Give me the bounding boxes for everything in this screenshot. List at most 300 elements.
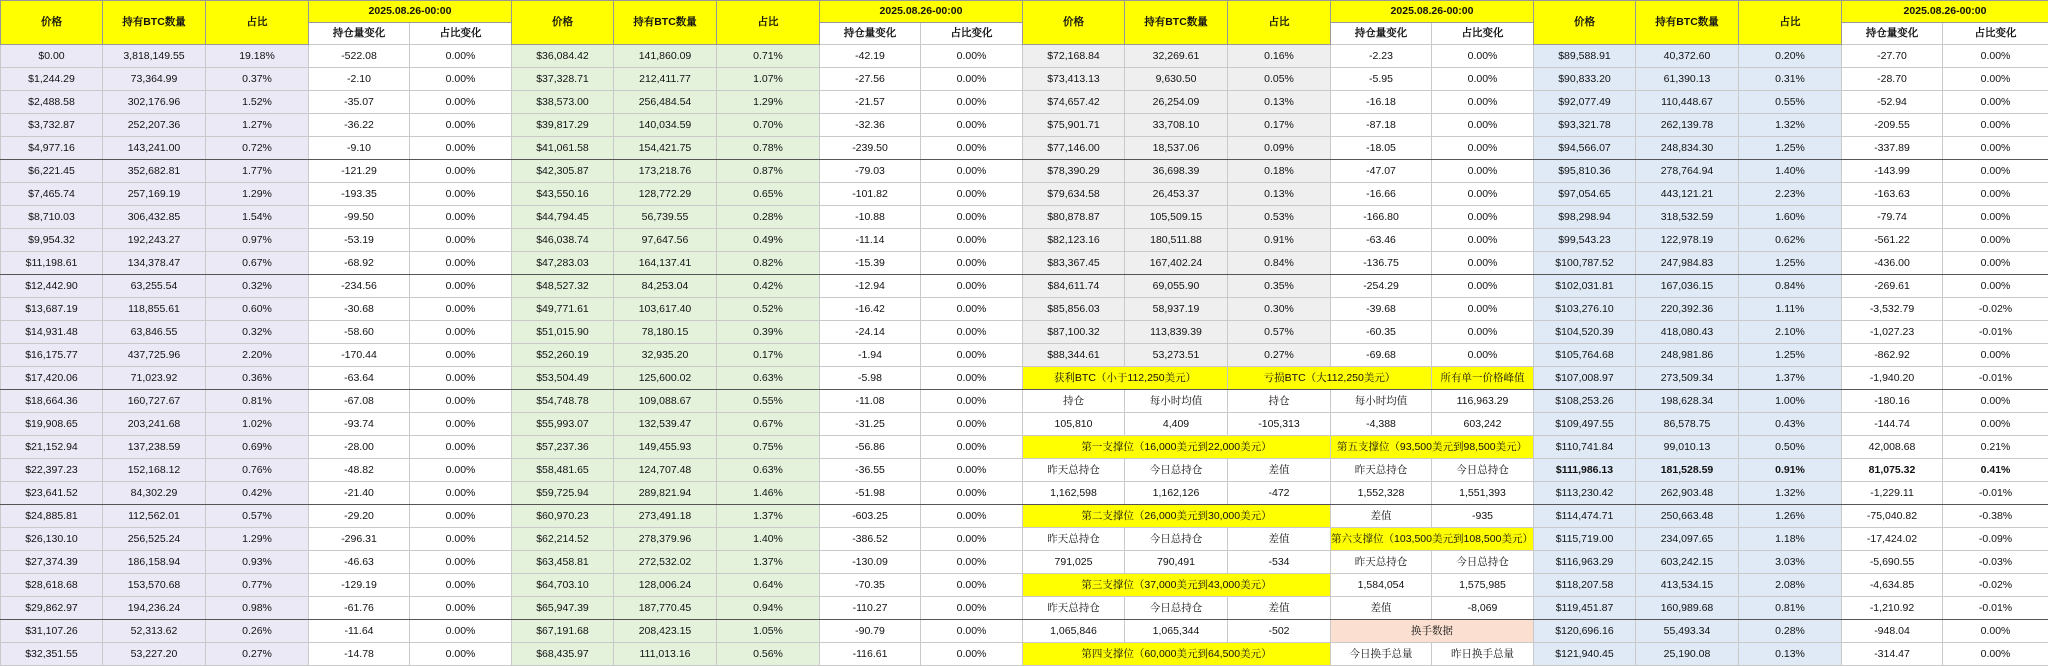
sub-header: 占比变化 [1943, 23, 2048, 45]
summary-cell: 每小时均值 [1125, 390, 1228, 413]
holding-cell: 18,537.06 [1125, 137, 1228, 160]
ratio-cell: 1.02% [206, 413, 309, 436]
ratio-change-cell: 0.00% [1943, 137, 2048, 160]
ratio-change-cell: 0.00% [410, 413, 512, 436]
table-row [1, 160, 2048, 183]
ratio-change-cell: -0.02% [1943, 574, 2048, 597]
price-cell: $9,954.32 [1, 229, 103, 252]
column-header: 持有BTC数量 [1125, 1, 1228, 45]
ratio-cell: 19.18% [206, 45, 309, 68]
summary-cell: -534 [1228, 551, 1331, 574]
summary-cell: -472 [1228, 482, 1331, 505]
holding-cell: 278,379.96 [614, 528, 717, 551]
summary-cell: 今日总持仓 [1125, 459, 1228, 482]
table-row [1, 298, 2048, 321]
holding-cell: 124,707.48 [614, 459, 717, 482]
holding-cell: 137,238.59 [103, 436, 206, 459]
column-header: 价格 [1, 1, 103, 45]
price-cell: $73,413.13 [1023, 68, 1125, 91]
ratio-cell: 1.37% [717, 551, 820, 574]
holding-cell: 141,860.09 [614, 45, 717, 68]
ratio-change-cell: 0.00% [410, 390, 512, 413]
ratio-cell: 0.84% [1228, 252, 1331, 275]
change-cell: -63.46 [1331, 229, 1432, 252]
ratio-cell: 0.78% [717, 137, 820, 160]
change-cell: -16.42 [820, 298, 921, 321]
ratio-cell: 1.29% [206, 183, 309, 206]
ratio-change-cell: -0.01% [1943, 321, 2048, 344]
price-cell: $3,732.87 [1, 114, 103, 137]
ratio-change-cell: -0.09% [1943, 528, 2048, 551]
ratio-cell: 0.26% [206, 620, 309, 643]
ratio-cell: 0.36% [206, 367, 309, 390]
change-cell: -129.19 [309, 574, 410, 597]
ratio-change-cell: 0.00% [921, 252, 1023, 275]
summary-cell: 1,065,344 [1125, 620, 1228, 643]
price-cell: $83,367.45 [1023, 252, 1125, 275]
holding-cell: 58,937.19 [1125, 298, 1228, 321]
ratio-change-cell: 0.00% [410, 45, 512, 68]
change-cell: -35.07 [309, 91, 410, 114]
price-cell: $0.00 [1, 45, 103, 68]
price-cell: $47,283.03 [512, 252, 614, 275]
table-row [1, 229, 2048, 252]
change-cell: -93.74 [309, 413, 410, 436]
summary-cell: 1,551,393 [1432, 482, 1534, 505]
sub-header: 持仓量变化 [1842, 23, 1943, 45]
price-cell: $1,244.29 [1, 68, 103, 91]
ratio-cell: 0.18% [1228, 160, 1331, 183]
column-header: 价格 [512, 1, 614, 45]
ratio-change-cell: 0.00% [410, 459, 512, 482]
change-cell: -48.82 [309, 459, 410, 482]
holding-cell: 167,036.15 [1636, 275, 1739, 298]
price-cell: $29,862.97 [1, 597, 103, 620]
price-cell: $27,374.39 [1, 551, 103, 574]
change-cell: -11.64 [309, 620, 410, 643]
price-cell: $12,442.90 [1, 275, 103, 298]
ratio-change-cell: -0.01% [1943, 367, 2048, 390]
ratio-cell: 0.63% [717, 367, 820, 390]
holding-cell: 198,628.34 [1636, 390, 1739, 413]
ratio-change-cell: 0.00% [1943, 206, 2048, 229]
change-cell: -21.57 [820, 91, 921, 114]
price-cell: $48,527.32 [512, 275, 614, 298]
price-cell: $88,344.61 [1023, 344, 1125, 367]
table-row [1, 459, 2048, 482]
column-header: 占比 [717, 1, 820, 45]
holding-cell: 352,682.81 [103, 160, 206, 183]
ratio-cell: 0.62% [1739, 229, 1842, 252]
ratio-cell: 1.37% [717, 505, 820, 528]
summary-cell: -935 [1432, 505, 1534, 528]
change-cell: -144.74 [1842, 413, 1943, 436]
price-cell: $110,741.84 [1534, 436, 1636, 459]
ratio-cell: 3.03% [1739, 551, 1842, 574]
table-row [1, 137, 2048, 160]
holding-cell: 25,190.08 [1636, 643, 1739, 666]
price-cell: $42,305.87 [512, 160, 614, 183]
ratio-change-cell: 0.00% [921, 620, 1023, 643]
price-cell: $90,833.20 [1534, 68, 1636, 91]
table-row [1, 597, 2048, 620]
ratio-change-cell: 0.00% [1943, 413, 2048, 436]
summary-cell: 持仓 [1023, 390, 1125, 413]
change-cell: -254.29 [1331, 275, 1432, 298]
price-cell: $57,237.36 [512, 436, 614, 459]
holding-cell: 69,055.90 [1125, 275, 1228, 298]
summary-cell: 差值 [1331, 597, 1432, 620]
column-header: 占比 [1739, 1, 1842, 45]
summary-cell: 差值 [1228, 597, 1331, 620]
change-cell: -42.19 [820, 45, 921, 68]
ratio-cell: 1.27% [206, 114, 309, 137]
sub-header: 占比变化 [1432, 23, 1534, 45]
price-cell: $115,719.00 [1534, 528, 1636, 551]
holding-cell: 26,254.09 [1125, 91, 1228, 114]
table-row [1, 45, 2048, 68]
holding-cell: 173,218.76 [614, 160, 717, 183]
table-row [1, 68, 2048, 91]
holding-cell: 181,528.59 [1636, 459, 1739, 482]
holding-cell: 256,484.54 [614, 91, 717, 114]
price-cell: $84,611.74 [1023, 275, 1125, 298]
holding-cell: 256,525.24 [103, 528, 206, 551]
price-cell: $68,435.97 [512, 643, 614, 666]
price-cell: $64,703.10 [512, 574, 614, 597]
price-cell: $119,451.87 [1534, 597, 1636, 620]
sub-header: 持仓量变化 [309, 23, 410, 45]
holding-cell: 418,080.43 [1636, 321, 1739, 344]
price-cell: $32,351.55 [1, 643, 103, 666]
ratio-cell: 0.13% [1739, 643, 1842, 666]
ratio-change-cell: 0.00% [410, 160, 512, 183]
ratio-change-cell: 0.00% [921, 321, 1023, 344]
price-cell: $58,481.65 [512, 459, 614, 482]
price-cell: $39,817.29 [512, 114, 614, 137]
ratio-change-cell: 0.00% [410, 597, 512, 620]
summary-cell: 603,242 [1432, 413, 1534, 436]
summary-cell: 昨天总持仓 [1331, 459, 1432, 482]
table-row [1, 528, 2048, 551]
ratio-cell: 1.26% [1739, 505, 1842, 528]
holding-cell: 248,981.86 [1636, 344, 1739, 367]
holding-cell: 113,839.39 [1125, 321, 1228, 344]
holding-cell: 413,534.15 [1636, 574, 1739, 597]
date-header: 2025.08.26-00:00 [1331, 1, 1534, 23]
ratio-cell: 0.32% [206, 321, 309, 344]
ratio-cell: 0.50% [1739, 436, 1842, 459]
price-cell: $59,725.94 [512, 482, 614, 505]
ratio-cell: 0.55% [1739, 91, 1842, 114]
ratio-cell: 2.10% [1739, 321, 1842, 344]
holding-cell: 40,372.60 [1636, 45, 1739, 68]
price-cell: $121,940.45 [1534, 643, 1636, 666]
summary-cell: 差值 [1228, 459, 1331, 482]
holding-cell: 125,600.02 [614, 367, 717, 390]
change-cell: -136.75 [1331, 252, 1432, 275]
column-header: 持有BTC数量 [614, 1, 717, 45]
ratio-change-cell: 0.00% [921, 298, 1023, 321]
price-cell: $80,878.87 [1023, 206, 1125, 229]
holding-cell: 63,846.55 [103, 321, 206, 344]
holding-cell: 252,207.36 [103, 114, 206, 137]
ratio-cell: 0.42% [206, 482, 309, 505]
holding-cell: 167,402.24 [1125, 252, 1228, 275]
price-cell: $52,260.19 [512, 344, 614, 367]
change-cell: -2.23 [1331, 45, 1432, 68]
ratio-change-cell: -0.02% [1943, 298, 2048, 321]
summary-cell: 第三支撑位（37,000美元到43,000美元） [1023, 574, 1331, 597]
ratio-cell: 0.87% [717, 160, 820, 183]
price-cell: $99,543.23 [1534, 229, 1636, 252]
summary-cell: 持仓 [1228, 390, 1331, 413]
ratio-cell: 1.60% [1739, 206, 1842, 229]
price-cell: $111,986.13 [1534, 459, 1636, 482]
ratio-change-cell: 0.00% [1943, 114, 2048, 137]
holding-cell: 154,421.75 [614, 137, 717, 160]
ratio-change-cell: 0.00% [410, 91, 512, 114]
holding-cell: 278,764.94 [1636, 160, 1739, 183]
ratio-change-cell: 0.00% [921, 436, 1023, 459]
summary-cell: -105,313 [1228, 413, 1331, 436]
change-cell: -36.22 [309, 114, 410, 137]
ratio-cell: 1.40% [717, 528, 820, 551]
ratio-cell: 0.91% [1739, 459, 1842, 482]
ratio-change-cell: 0.00% [1943, 229, 2048, 252]
ratio-cell: 0.52% [717, 298, 820, 321]
ratio-cell: 1.32% [1739, 482, 1842, 505]
holding-cell: 192,243.27 [103, 229, 206, 252]
ratio-change-cell: 0.00% [1432, 137, 1534, 160]
summary-cell: 790,491 [1125, 551, 1228, 574]
holding-cell: 112,562.01 [103, 505, 206, 528]
holding-cell: 160,989.68 [1636, 597, 1739, 620]
summary-cell: 1,575,985 [1432, 574, 1534, 597]
ratio-change-cell: 0.00% [1432, 321, 1534, 344]
change-cell: -239.50 [820, 137, 921, 160]
price-cell: $49,771.61 [512, 298, 614, 321]
change-cell: -58.60 [309, 321, 410, 344]
holding-cell: 32,935.20 [614, 344, 717, 367]
price-cell: $63,458.81 [512, 551, 614, 574]
holding-cell: 143,241.00 [103, 137, 206, 160]
ratio-change-cell: 0.00% [410, 252, 512, 275]
ratio-cell: 0.84% [1739, 275, 1842, 298]
holding-cell: 164,137.41 [614, 252, 717, 275]
change-cell: -27.70 [1842, 45, 1943, 68]
change-cell: -163.63 [1842, 183, 1943, 206]
summary-cell: 昨天总持仓 [1331, 551, 1432, 574]
holding-cell: 56,739.55 [614, 206, 717, 229]
holding-cell: 212,411.77 [614, 68, 717, 91]
ratio-cell: 1.52% [206, 91, 309, 114]
ratio-change-cell: 0.00% [410, 298, 512, 321]
summary-cell: 差值 [1331, 505, 1432, 528]
ratio-cell: 0.82% [717, 252, 820, 275]
ratio-change-cell: 0.00% [921, 413, 1023, 436]
holding-cell: 32,269.61 [1125, 45, 1228, 68]
table-row [1, 505, 2048, 528]
ratio-change-cell: 0.00% [1432, 229, 1534, 252]
price-cell: $8,710.03 [1, 206, 103, 229]
holding-cell: 149,455.93 [614, 436, 717, 459]
change-cell: -5,690.55 [1842, 551, 1943, 574]
ratio-change-cell: 0.00% [410, 206, 512, 229]
change-cell: -24.14 [820, 321, 921, 344]
ratio-cell: 0.94% [717, 597, 820, 620]
price-cell: $65,947.39 [512, 597, 614, 620]
ratio-cell: 0.72% [206, 137, 309, 160]
change-cell: -1,027.23 [1842, 321, 1943, 344]
change-cell: -15.39 [820, 252, 921, 275]
summary-cell: 换手数据 [1331, 620, 1534, 643]
ratio-cell: 0.43% [1739, 413, 1842, 436]
change-cell: -68.92 [309, 252, 410, 275]
change-cell: -52.94 [1842, 91, 1943, 114]
ratio-cell: 1.37% [1739, 367, 1842, 390]
ratio-change-cell: 0.00% [1432, 45, 1534, 68]
column-header: 占比 [206, 1, 309, 45]
price-cell: $19,908.65 [1, 413, 103, 436]
ratio-cell: 1.46% [717, 482, 820, 505]
price-cell: $105,764.68 [1534, 344, 1636, 367]
price-cell: $62,214.52 [512, 528, 614, 551]
table-row [1, 252, 2048, 275]
holding-cell: 262,903.48 [1636, 482, 1739, 505]
change-cell: -99.50 [309, 206, 410, 229]
ratio-change-cell: 0.00% [1432, 183, 1534, 206]
summary-cell: 第六支撑位（103,500美元到108,500美元） [1331, 528, 1534, 551]
ratio-change-cell: 0.00% [410, 344, 512, 367]
holding-cell: 109,088.67 [614, 390, 717, 413]
holding-cell: 110,448.67 [1636, 91, 1739, 114]
ratio-cell: 0.81% [1739, 597, 1842, 620]
ratio-change-cell: 0.00% [1943, 643, 2048, 666]
price-cell: $43,550.16 [512, 183, 614, 206]
ratio-change-cell: 0.00% [921, 114, 1023, 137]
ratio-change-cell: 0.00% [1943, 68, 2048, 91]
price-cell: $31,107.26 [1, 620, 103, 643]
summary-cell: 1,162,598 [1023, 482, 1125, 505]
holding-cell: 122,978.19 [1636, 229, 1739, 252]
ratio-cell: 0.65% [717, 183, 820, 206]
summary-cell: 今日总持仓 [1432, 551, 1534, 574]
ratio-cell: 0.49% [717, 229, 820, 252]
holding-cell: 250,663.48 [1636, 505, 1739, 528]
change-cell: -143.99 [1842, 160, 1943, 183]
ratio-cell: 0.91% [1228, 229, 1331, 252]
change-cell: -166.80 [1331, 206, 1432, 229]
price-cell: $7,465.74 [1, 183, 103, 206]
ratio-cell: 0.28% [1739, 620, 1842, 643]
ratio-change-cell: 0.00% [921, 183, 1023, 206]
ratio-cell: 0.98% [206, 597, 309, 620]
price-cell: $74,657.42 [1023, 91, 1125, 114]
table-row [1, 620, 2048, 643]
price-cell: $26,130.10 [1, 528, 103, 551]
ratio-cell: 0.09% [1228, 137, 1331, 160]
holding-cell: 3,818,149.55 [103, 45, 206, 68]
holding-cell: 220,392.36 [1636, 298, 1739, 321]
change-cell: -90.79 [820, 620, 921, 643]
ratio-cell: 0.75% [717, 436, 820, 459]
price-cell: $11,198.61 [1, 252, 103, 275]
table-row [1, 643, 2048, 666]
change-cell: 81,075.32 [1842, 459, 1943, 482]
price-cell: $21,152.94 [1, 436, 103, 459]
ratio-cell: 0.81% [206, 390, 309, 413]
ratio-change-cell: 0.00% [410, 68, 512, 91]
ratio-change-cell: 0.00% [1943, 91, 2048, 114]
change-cell: -70.35 [820, 574, 921, 597]
ratio-change-cell: 0.00% [410, 551, 512, 574]
change-cell: -561.22 [1842, 229, 1943, 252]
ratio-cell: 1.29% [206, 528, 309, 551]
change-cell: -46.63 [309, 551, 410, 574]
holding-cell: 273,491.18 [614, 505, 717, 528]
summary-cell: 昨天总持仓 [1023, 597, 1125, 620]
ratio-cell: 0.27% [206, 643, 309, 666]
ratio-cell: 1.25% [1739, 344, 1842, 367]
ratio-cell: 0.28% [717, 206, 820, 229]
price-cell: $67,191.68 [512, 620, 614, 643]
change-cell: -1,940.20 [1842, 367, 1943, 390]
change-cell: -51.98 [820, 482, 921, 505]
ratio-cell: 0.30% [1228, 298, 1331, 321]
price-cell: $51,015.90 [512, 321, 614, 344]
holding-cell: 53,227.20 [103, 643, 206, 666]
summary-cell: 791,025 [1023, 551, 1125, 574]
ratio-cell: 0.13% [1228, 91, 1331, 114]
change-cell: -17,424.02 [1842, 528, 1943, 551]
change-cell: -31.25 [820, 413, 921, 436]
change-cell: -79.74 [1842, 206, 1943, 229]
ratio-change-cell: 0.00% [410, 183, 512, 206]
change-cell: -21.40 [309, 482, 410, 505]
ratio-change-cell: 0.00% [410, 620, 512, 643]
ratio-cell: 1.00% [1739, 390, 1842, 413]
ratio-cell: 0.27% [1228, 344, 1331, 367]
ratio-change-cell: 0.00% [921, 551, 1023, 574]
ratio-cell: 0.63% [717, 459, 820, 482]
ratio-cell: 0.57% [206, 505, 309, 528]
change-cell: -116.61 [820, 643, 921, 666]
price-cell: $16,175.77 [1, 344, 103, 367]
price-cell: $46,038.74 [512, 229, 614, 252]
ratio-cell: 1.40% [1739, 160, 1842, 183]
summary-cell: 1,162,126 [1125, 482, 1228, 505]
price-cell: $53,504.49 [512, 367, 614, 390]
price-cell: $102,031.81 [1534, 275, 1636, 298]
ratio-change-cell: 0.00% [1432, 91, 1534, 114]
holding-cell: 61,390.13 [1636, 68, 1739, 91]
ratio-cell: 0.64% [717, 574, 820, 597]
summary-cell: 4,409 [1125, 413, 1228, 436]
ratio-change-cell: -0.01% [1943, 597, 2048, 620]
holding-cell: 128,772.29 [614, 183, 717, 206]
change-cell: -11.08 [820, 390, 921, 413]
holding-cell: 53,273.51 [1125, 344, 1228, 367]
price-cell: $108,253.26 [1534, 390, 1636, 413]
holding-cell: 134,378.47 [103, 252, 206, 275]
change-cell: -209.55 [1842, 114, 1943, 137]
change-cell: -948.04 [1842, 620, 1943, 643]
date-header: 2025.08.26-00:00 [309, 1, 512, 23]
summary-cell: 昨天总持仓 [1023, 459, 1125, 482]
table-row [1, 390, 2048, 413]
ratio-change-cell: 0.00% [921, 528, 1023, 551]
